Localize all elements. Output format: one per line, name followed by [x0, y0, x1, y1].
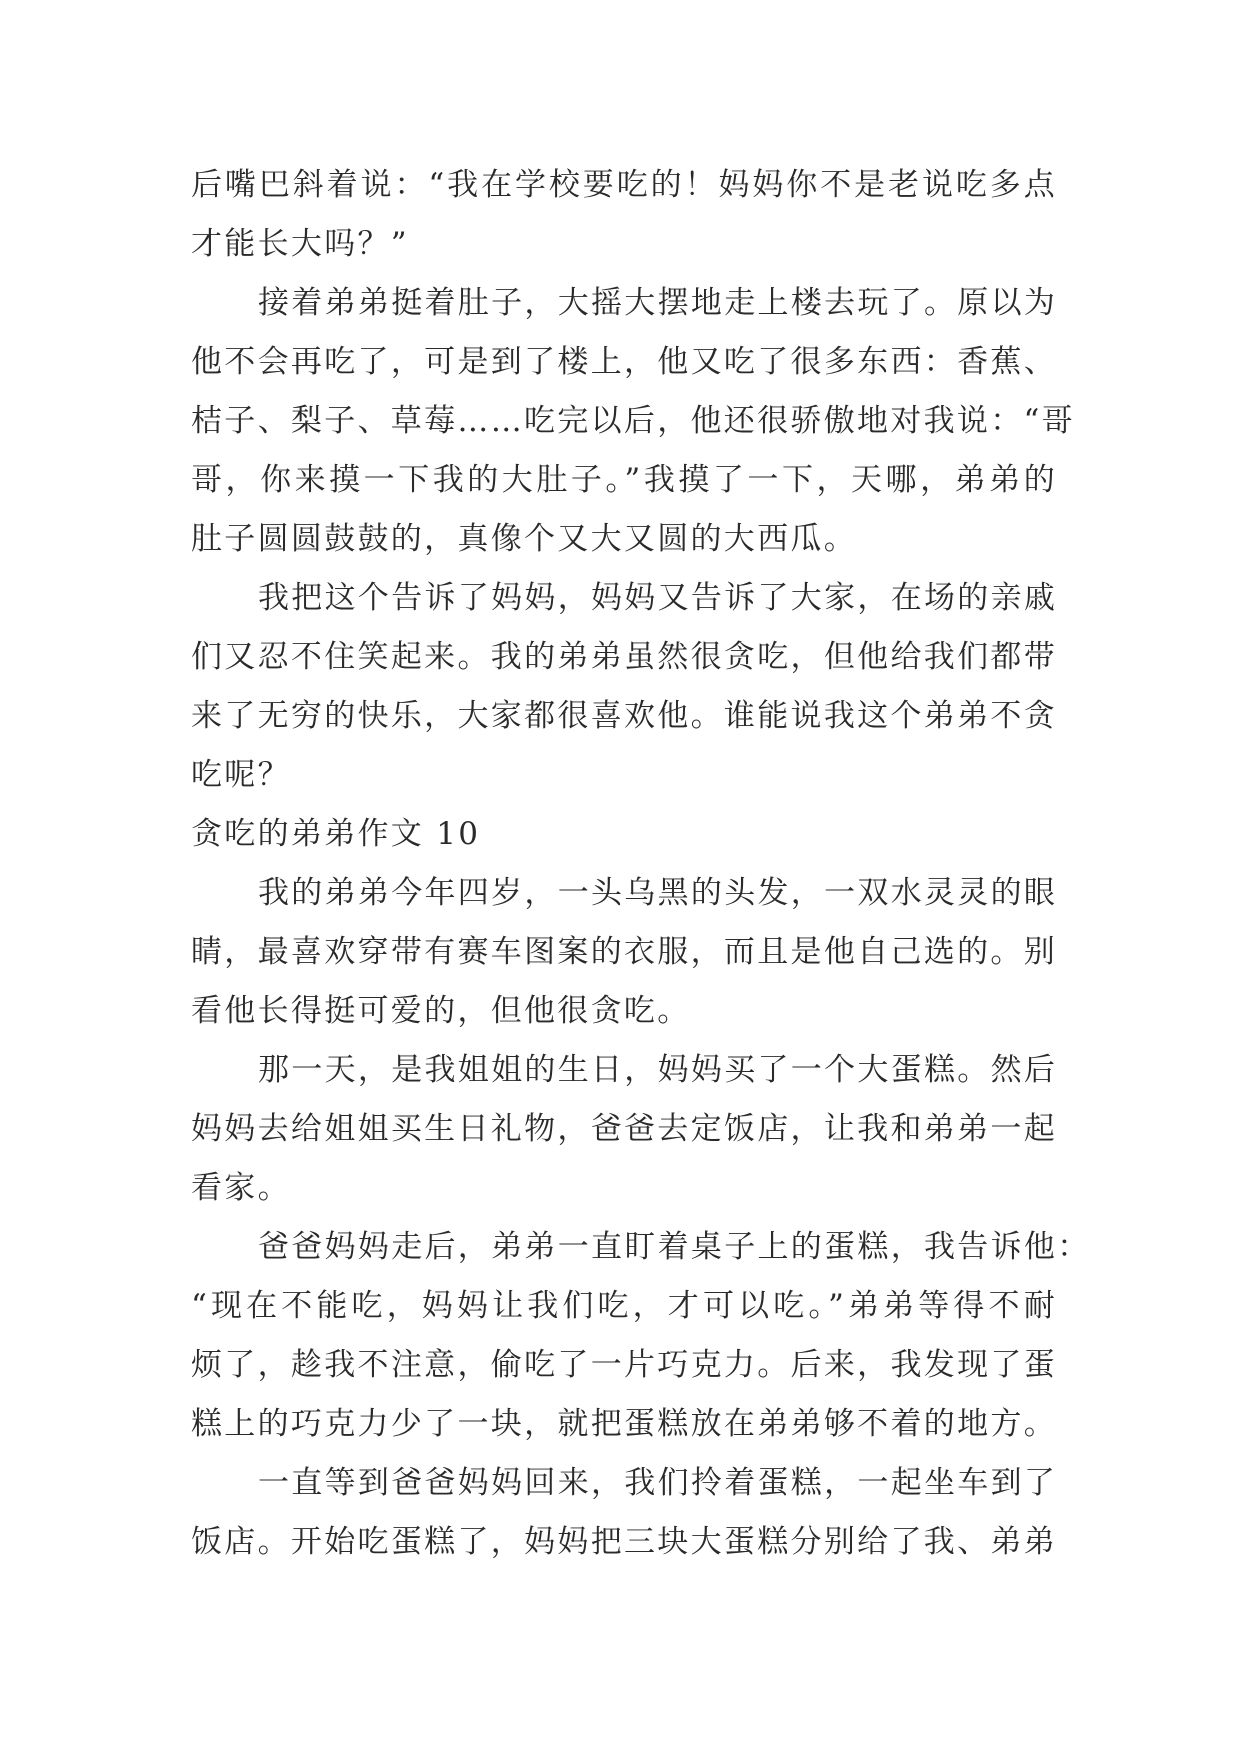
text-line: 我把这个告诉了妈妈，妈妈又告诉了大家，在场的亲戚 [258, 580, 1058, 616]
text-line: 妈妈去给姐姐买生日礼物，爸爸去定饭店，让我和弟弟一起 [191, 1111, 1057, 1147]
text-line: 桔子、梨子、草莓……吃完以后，他还很骄傲地对我说：“哥 [191, 403, 1075, 439]
paragraph [191, 1454, 1057, 1572]
paragraph [191, 156, 1057, 274]
paragraph [191, 1041, 1057, 1218]
text-line: 看他长得挺可爱的，但他很贪吃。 [191, 993, 691, 1029]
text-line: 才能长大吗？” [191, 226, 409, 262]
text-line: 肚子圆圆鼓鼓的，真像个又大又圆的大西瓜。 [191, 521, 857, 557]
text-line: 烦了，趁我不注意，偷吃了一片巧克力。后来，我发现了蛋 [191, 1347, 1057, 1383]
paragraph [191, 1218, 1091, 1454]
text-line: 吃呢？ [191, 757, 291, 793]
text-line: 睛，最喜欢穿带有赛车图案的衣服，而且是他自己选的。别 [191, 934, 1057, 970]
text-line: 哥，你来摸一下我的大肚子。”我摸了一下，天哪，弟弟的 [191, 462, 1057, 498]
text-line: 后嘴巴斜着说：“我在学校要吃的！妈妈你不是老说吃多点 [191, 167, 1057, 203]
text-line: 一直等到爸爸妈妈回来，我们拎着蛋糕，一起坐车到了 [258, 1465, 1058, 1501]
text-line: 他不会再吃了，可是到了楼上，他又吃了很多东西：香蕉、 [191, 344, 1057, 380]
text-line: 们又忍不住笑起来。我的弟弟虽然很贪吃，但他给我们都带 [191, 639, 1057, 675]
text-line: 糕上的巧克力少了一块，就把蛋糕放在弟弟够不着的地方。 [191, 1406, 1057, 1442]
text-line: 爸爸妈妈走后，弟弟一直盯着桌子上的蛋糕，我告诉他： [258, 1229, 1091, 1265]
paragraph [191, 569, 1057, 805]
paragraph [191, 274, 1075, 569]
text-line: “现在不能吃，妈妈让我们吃，才可以吃。”弟弟等得不耐 [191, 1288, 1057, 1324]
section-heading: 贪吃的弟弟作文 10 [191, 816, 481, 852]
paragraph [191, 864, 1057, 1041]
text-line: 那一天，是我姐姐的生日，妈妈买了一个大蛋糕。然后 [258, 1052, 1058, 1088]
text-line: 我的弟弟今年四岁，一头乌黑的头发，一双水灵灵的眼 [258, 875, 1058, 911]
text-line: 饭店。开始吃蛋糕了，妈妈把三块大蛋糕分别给了我、弟弟 [191, 1524, 1057, 1560]
text-line: 来了无穷的快乐，大家都很喜欢他。谁能说我这个弟弟不贪 [191, 698, 1057, 734]
document-body [191, 156, 1091, 1572]
text-line: 看家。 [191, 1170, 291, 1206]
text-line: 接着弟弟挺着肚子，大摇大摆地走上楼去玩了。原以为 [258, 285, 1058, 321]
